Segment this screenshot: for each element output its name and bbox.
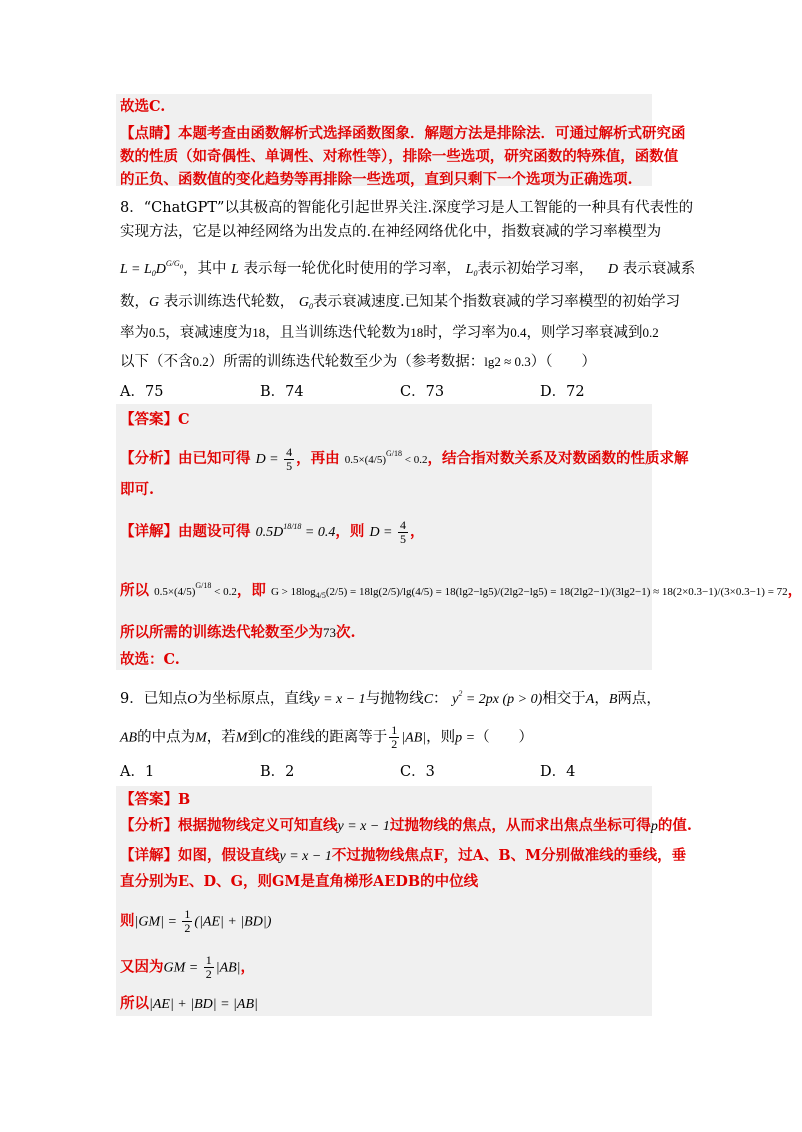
q9-detail-line-2: 直分别为E、D、G，则GM是直角梯形AEDB的中位线 xyxy=(120,873,479,890)
q9-option-a: A．1 xyxy=(120,764,155,780)
q8-line-1: 8．“ChatGPT”以其极高的智能化引起世界关注.深度学习是人工智能的一种具有代表性的 xyxy=(120,200,694,216)
q9-line-1: 9．已知点O为坐标原点，直线y = x − 1与抛物线C： $y^2 = 2px$ (p > 0)相交于A，B两点， xyxy=(120,689,661,707)
q8-option-a: A．75 xyxy=(120,384,164,400)
q8-line-3: $L = L_0D^{G/G_0}$，其中 L 表示每一轮优化时使用的学习率， $L_0$表示初始学习率， D 表示衰减系 xyxy=(120,259,696,278)
q8-log-inequality: $G > 18\log_{4/5}(2/5) = 18\lg(2/5)/\lg(4/5) = 18(\lg 2-\lg 5)/(2\lg 2-\lg 5) = 18(2\lg 2-1)/(3\lg 2-1) \approx 18(2\times 0.3-1)/(3\times 0.3-1) = 72$ xyxy=(270,586,788,600)
q8-line-2: 实现方法，它是以神经网络为出发点的.在神经网络优化中，指数衰减的学习率模型为 xyxy=(120,224,662,240)
q9-option-d: D．4 xyxy=(540,764,576,780)
q9-option-b: B．2 xyxy=(260,764,295,780)
q9-detail-line-1: 【详解】如图，假设直线y = x − 1不过抛物线焦点F，过A、B、M分别做准线的垂线，垂 xyxy=(120,847,687,864)
q9-step-3: 所以|AE| + |BD| = |AB| xyxy=(120,995,258,1012)
q8-detail: 【详解】由题设可得 $0.5D^{18/18} = 0.4$，则 D = $\frac{4}{5}$ ， xyxy=(120,517,425,546)
q8-line-4: 数，G 表示训练迭代轮数， $G_0$表示衰减速度.已知某个指数衰减的学习率模型的初始学习 xyxy=(120,294,681,311)
q8-line-6: 以下（不含0.2）所需的训练迭代轮数至少为（参考数据：lg2 ≈ 0.3）（ ） xyxy=(120,354,596,370)
q9-option-c: C．3 xyxy=(400,764,435,780)
q8-answer: 【答案】C xyxy=(120,411,190,428)
prev-comment-line-1: 【点睛】本题考查由函数解析式选择函数图象．解题方法是排除法．可通过解析式研究函 xyxy=(120,125,686,142)
q8-choice: 故选：C. xyxy=(120,651,180,668)
q9-step-2: 又因为GM = $\frac{1}{2}$ |AB|， xyxy=(120,953,256,981)
q8-analysis-line-2: 即可. xyxy=(120,481,155,498)
q9-analysis: 【分析】根据抛物线定义可知直线y = x − 1过抛物线的焦点，从而求出焦点坐标可得p的值. xyxy=(120,817,692,834)
q9-step-1: 则|GM| = $\frac{1}{2}$ (|AE| + |BD|) xyxy=(120,907,272,935)
q8-option-c: C．73 xyxy=(400,384,445,400)
q8-option-b: B．74 xyxy=(260,384,304,400)
q9-answer: 【答案】B xyxy=(120,791,191,808)
q8-solution-step: 所以 $0.5\times(4/5)^{G/18} < 0.2$，即 $G > 18\log_{4/5}(2/5) = 18\lg(2/5)/\lg(4/5) = 18(\lg 2-\lg 5)/(2\lg 2-\lg 5) = 18(2\lg 2-1)/(3\lg 2-1) \approx 18(2\times 0.3-1)/(3\times 0.3-1) = 72$， xyxy=(120,581,802,600)
q8-option-d: D．72 xyxy=(540,384,585,400)
prev-choice: 故选C. xyxy=(120,98,166,115)
prev-comment-line-3: 的正负、函数值的变化趋势等再排除一些选项，直到只剩下一个选项为正确选项. xyxy=(120,171,633,188)
q8-conclusion: 所以所需的训练迭代轮数至少为73次. xyxy=(120,624,356,641)
q9-line-2: AB的中点为M，若M到C的准线的距离等于 $\frac{1}{2}$ |AB|，则p =（ ） xyxy=(120,723,534,751)
q8-analysis-line-1: 【分析】由已知可得 D = $\frac{4}{5}$ ，再由 $0.5\times(4/5)^{G/18} < 0.2$，结合指对数关系及对数函数的性质求解 xyxy=(120,444,689,473)
q8-line-5: 率为0.5，衰减速度为18，且当训练迭代轮数为18时，学习率为0.4，则学习率衰减到0.2 xyxy=(120,325,659,341)
formula-learning-rate: $L = L_0D^{G/G_0}$ xyxy=(120,259,184,278)
prev-comment-line-2: 数的性质（如奇偶性、单调性、对称性等），排除一些选项，研究函数的特殊值，函数值 xyxy=(120,148,679,165)
